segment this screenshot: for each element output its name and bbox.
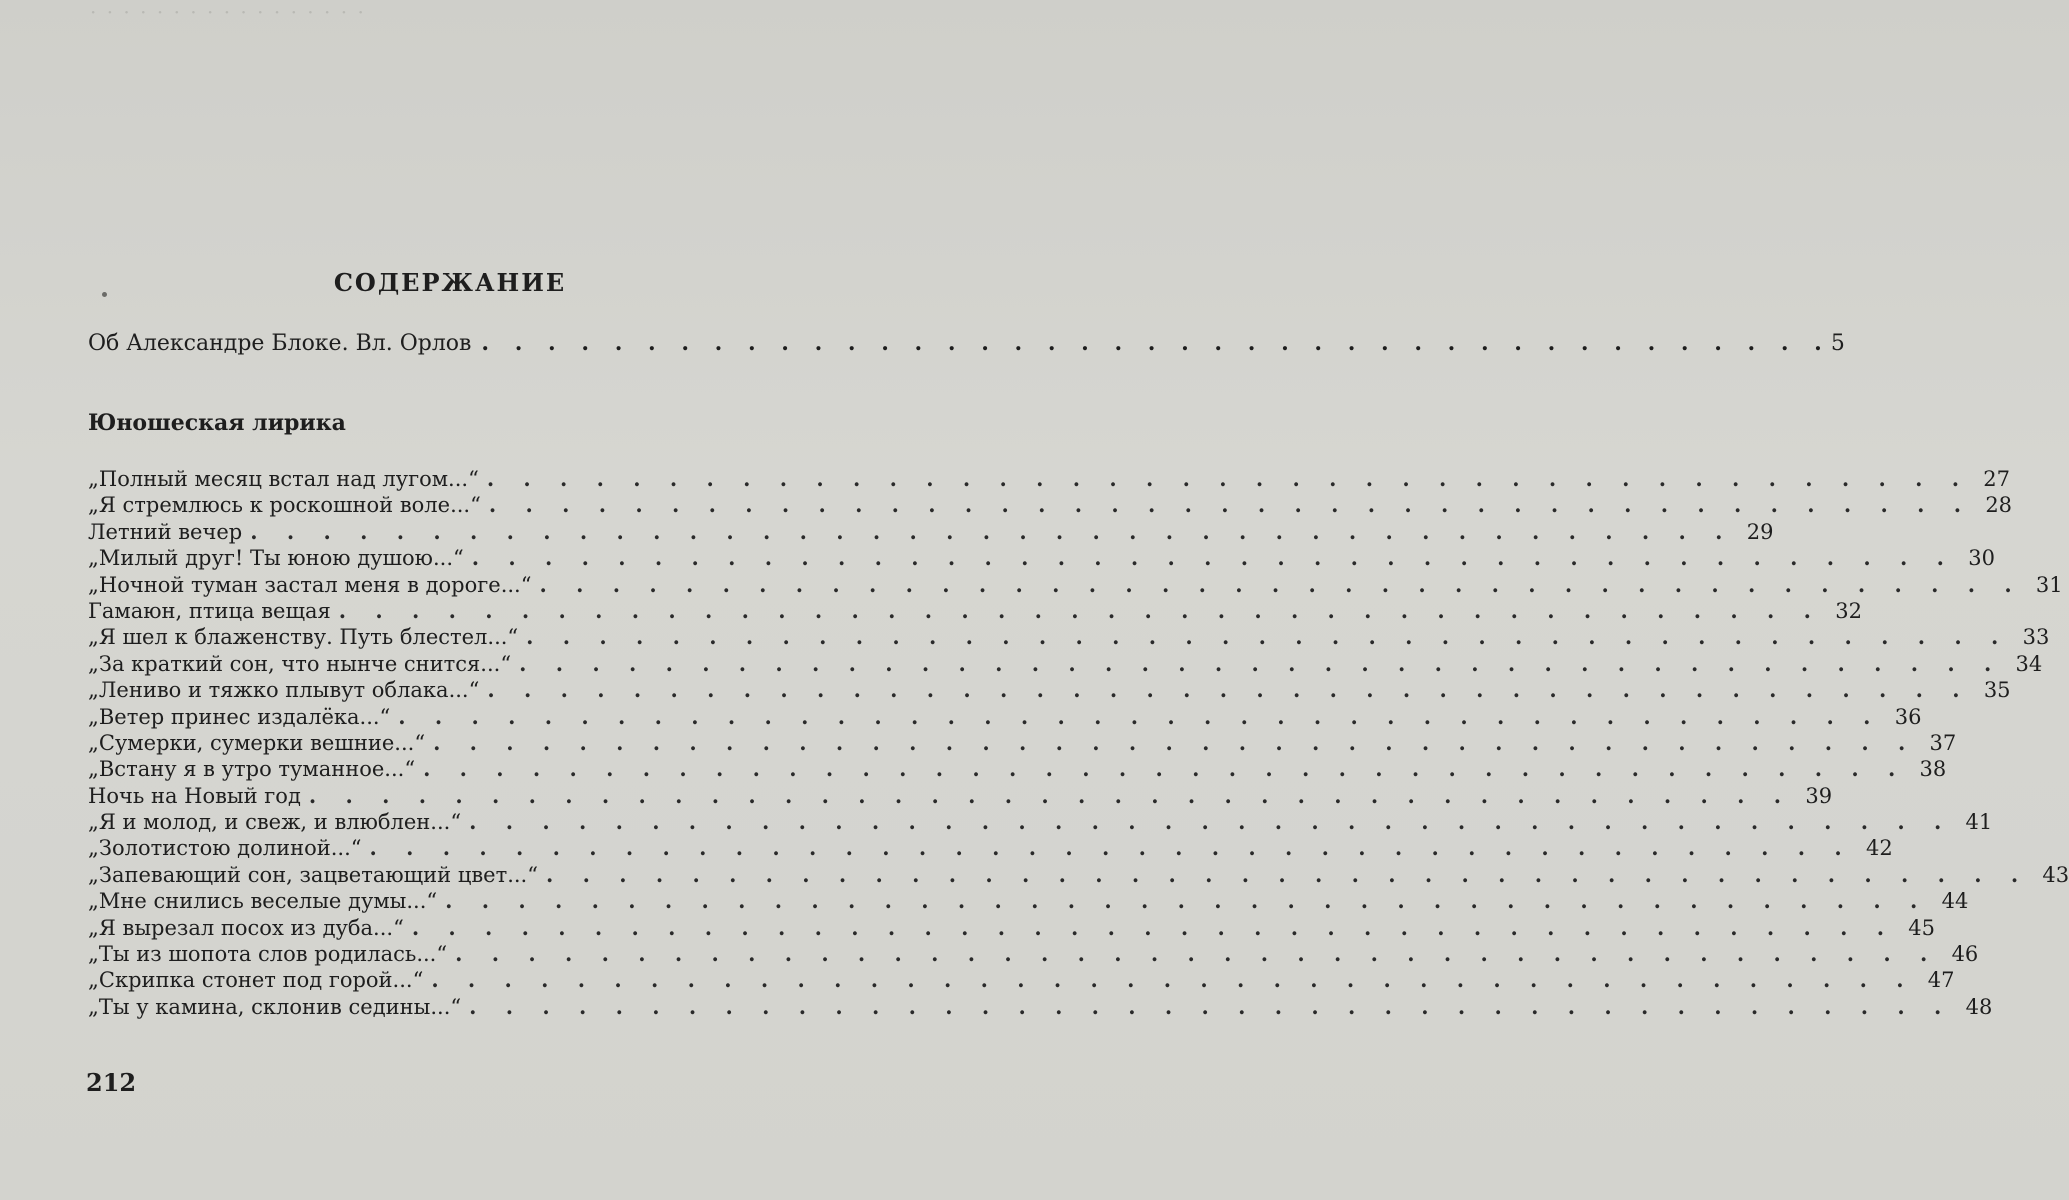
toc-entry-page: 35 xyxy=(1983,678,2011,703)
dot-leader: . . . . . . . . . . . . . . . . . . . . . . . . . . . . . . . . . . . . . . . . . xyxy=(471,545,1955,571)
section-title: Юношеская лирика xyxy=(88,410,346,436)
toc-entry xyxy=(88,650,2043,677)
toc-entry-title: „Мне снились веселые думы...“ xyxy=(88,889,438,914)
toc-entry-page: 48 xyxy=(1965,994,1993,1019)
toc-entry-title: „Скрипка стонет под горой...“ xyxy=(88,968,424,993)
toc-entry-page: 37 xyxy=(1929,730,1957,755)
dot-leader: . . . . . . . . . . . . . . . . . . . . . . . . . . . . . . . . . . . . . . . . . xyxy=(445,888,1929,914)
toc-entry xyxy=(88,545,1995,571)
intro-entry-title: Об Александре Блоке. Вл. Орлов xyxy=(88,331,472,356)
toc-entry xyxy=(88,993,1993,1020)
dot-leader: . . . . . . . . . . . . . . . . . . . . . . . . . . . . . . . . . . . . . . . . . xyxy=(469,809,1953,835)
dot-leader: . . . . . . . . . . . . . . . . . . . . . . . . . . . . . . . . . . . . . . . . . xyxy=(433,729,1917,755)
toc-entry-page: 41 xyxy=(1965,810,1993,835)
toc-entry-page: 43 xyxy=(2042,862,2069,887)
bleed-through-text: · · · · · · · · · · · · · · · · · xyxy=(90,0,366,24)
page-number: 212 xyxy=(86,1068,137,1097)
toc-entry xyxy=(88,492,2013,518)
toc-entry-page: 38 xyxy=(1919,757,1947,782)
toc-entry-title: „Я шел к блаженству. Путь блестел...“ xyxy=(88,625,519,650)
toc-entry-title: „За краткий сон, что нынче снится...“ xyxy=(88,651,512,676)
toc-entry xyxy=(88,624,2050,650)
toc-entry-page: 34 xyxy=(2015,651,2043,676)
dot-leader: . . . . . . . . . . . . . . . . . . . . . . . . . . . . . . . . . . . . . . . . . xyxy=(488,492,1973,518)
toc-entry-title: „Встану я в утро туманное...“ xyxy=(88,757,416,782)
toc-entry-page: 46 xyxy=(1951,942,1979,967)
toc-entry xyxy=(88,518,1774,545)
toc-entry xyxy=(88,782,1833,809)
toc-entry-page: 29 xyxy=(1746,519,1774,544)
toc-entry xyxy=(88,914,1936,941)
toc-entry-page: 42 xyxy=(1865,836,1893,861)
toc-entry-page: 39 xyxy=(1805,783,1833,808)
toc-entry-title: „Ночной туман застал меня в дороге...“ xyxy=(88,572,532,597)
toc-entry-page: 31 xyxy=(2035,572,2063,597)
dot-leader: . . . . . . . . . . . . . . . . . . . . . . . . . . . . . . . . . . . . . . . . . xyxy=(369,835,1853,861)
intro-entry-page: 5 xyxy=(1830,331,1845,356)
toc-entry-title: Гамаюн, птица вещая xyxy=(88,598,331,623)
toc-entry xyxy=(88,466,2011,492)
toc-entry-page: 27 xyxy=(1983,467,2011,491)
toc-entry xyxy=(88,941,1979,967)
dot-leader: . . . . . . . . . . . . . . . . . . . . . . . . . . . . . . . . . . . . . . . . . xyxy=(469,993,1953,1019)
dot-leader: . . . . . . . . . . . . . . . . . . . . . . . . . . . . . . . . . . . . . . . . . xyxy=(481,330,1831,356)
toc-entry-title: „Лениво и тяжко плывут облака...“ xyxy=(88,678,480,703)
toc-list xyxy=(88,466,2069,1020)
toc-entry xyxy=(88,703,1922,730)
toc-entry xyxy=(88,835,1893,861)
dot-leader: . . . . . . . . . . . . . . . . . . . . . . . . . . . . . . . . . . . . . . . . . xyxy=(411,914,1896,940)
toc-entry-title: Летний вечер xyxy=(88,519,243,544)
toc-entry-title: „Полный месяц встал над лугом...“ xyxy=(88,467,479,491)
toc-entry-title: „Сумерки, сумерки вешние...“ xyxy=(88,730,426,755)
toc-entry-title: „Я вырезал посох из дуба...“ xyxy=(88,915,404,940)
toc-entry-page: 33 xyxy=(2022,625,2050,650)
contents-title: СОДЕРЖАНИЕ xyxy=(333,268,567,297)
toc-entry xyxy=(88,571,2063,598)
toc-entry-title: Ночь на Новый год xyxy=(88,783,301,808)
dot-leader: . . . . . . . . . . . . . . . . . . . . . . . . . . . . . . . . . . . . . . . . . xyxy=(486,466,1971,491)
toc-entry-page: 44 xyxy=(1941,889,1969,914)
toc-entry-title: „Ты у камина, склонив седины...“ xyxy=(88,994,462,1019)
toc-entry-title: „Запевающий сон, зацветающий цвет...“ xyxy=(88,862,538,887)
toc-entry-title: „Ветер принес издалёка...“ xyxy=(88,704,391,729)
toc-entry-title: „Я стремлюсь к роскошной воле...“ xyxy=(88,493,481,518)
dot-leader: . . . . . . . . . . . . . . . . . . . . . . . . . . . . . . . . . . . . . . . . . xyxy=(526,624,2010,650)
toc-entry xyxy=(88,597,1862,624)
dot-leader: . . . . . . . . . . . . . . . . . . . . . . . . . . . . . . . . . . . . . . . . . xyxy=(487,677,1971,703)
dot-leader: . . . . . . . . . . . . . . . . . . . . . . . . . . . . . . . . . . . . . . . . . xyxy=(455,941,1939,967)
toc-entry-page: 36 xyxy=(1894,704,1922,729)
dot-leader: . . . . . . . . . . . . . . . . . . . . . . . . . . . . . . . . . . . . . . . . . xyxy=(519,650,2003,676)
toc-entry xyxy=(88,861,2069,888)
toc-entry xyxy=(88,888,1969,914)
toc-entry-title: „Ты из шопота слов родилась...“ xyxy=(88,942,448,967)
toc-entry xyxy=(88,677,2011,703)
dot-leader: . . . . . . . . . . . . . . . . . . . . . . . . . . . . . . . . . . . . . . . . . xyxy=(431,967,1915,993)
toc-entry-title: „Золотистою долиной...“ xyxy=(88,836,362,861)
toc-entry-page: 30 xyxy=(1968,546,1995,571)
intro-entry xyxy=(88,330,1845,356)
dot-leader: . . . . . . . . . . . . . . . . . . . . . . . . . . . . . . . . . . . . . . . . . xyxy=(423,756,1907,782)
dot-leader: . . . . . . . . . . . . . . . . . . . . . . . . . . . . . . . . . . . . . . . . . xyxy=(545,861,2030,887)
toc-entry xyxy=(88,967,1955,993)
toc-entry xyxy=(88,729,1957,756)
dot-leader: . . . . . . . . . . . . . . . . . . . . . . . . . . . . . . . . . . . . . . . . . xyxy=(539,571,2023,597)
dot-leader: . . . . . . . . . . . . . . . . . . . . . . . . . . . . . . . . . . . . . . . . . xyxy=(338,597,1822,623)
toc-entry-page: 32 xyxy=(1835,598,1862,623)
toc-entry-page: 28 xyxy=(1985,493,2013,518)
dot-leader: . . . . . . . . . . . . . . . . . . . . . . . . . . . . . . . . . . . . . . . . . xyxy=(398,703,1882,729)
toc-entry-title: „Я и молод, и свеж, и влюблен...“ xyxy=(88,810,462,835)
toc-entry xyxy=(88,809,1993,835)
toc-entry-page: 45 xyxy=(1908,915,1936,940)
toc-entry-page: 47 xyxy=(1927,968,1955,993)
toc-entry xyxy=(88,756,1947,782)
toc-entry-title: „Милый друг! Ты юною душою...“ xyxy=(88,546,464,571)
dot-leader: . . . . . . . . . . . . . . . . . . . . . . . . . . . . . . . . . . . . . . . . . xyxy=(250,518,1734,544)
dot-leader: . . . . . . . . . . . . . . . . . . . . . . . . . . . . . . . . . . . . . . . . . xyxy=(308,782,1793,808)
